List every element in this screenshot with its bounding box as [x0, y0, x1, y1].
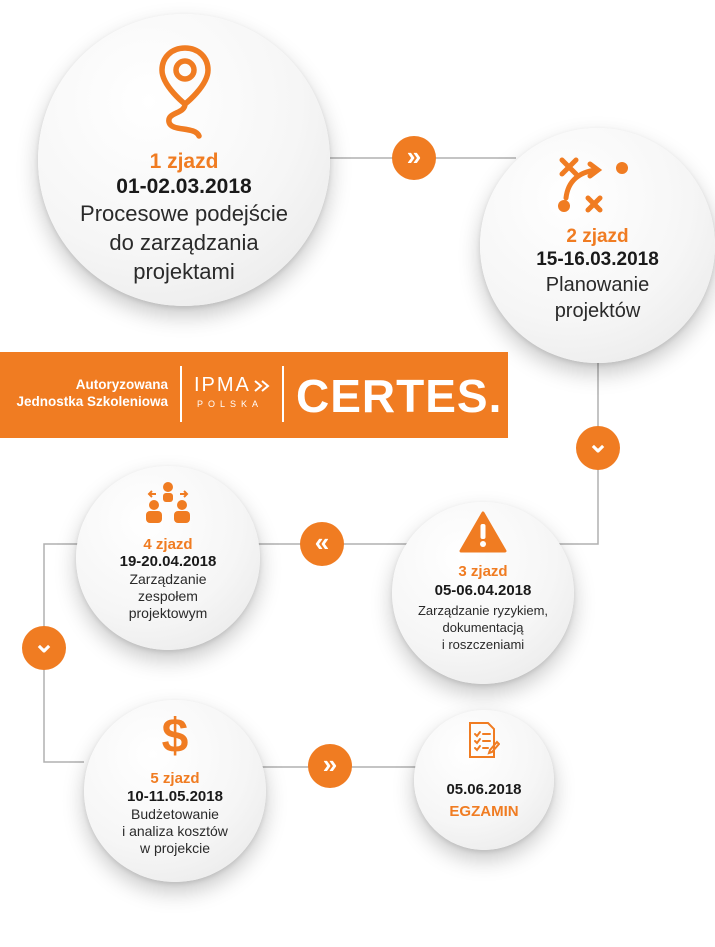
step-2-label: 2 zjazd	[566, 226, 629, 247]
certes-logo-text: CERTES.	[296, 370, 503, 422]
step-2-circle	[480, 128, 715, 363]
step-4-desc-line1: Zarządzanie	[129, 571, 207, 587]
team-people-icon	[140, 480, 196, 526]
exam-date: 05.06.2018	[446, 781, 522, 798]
arrow-down-icon-2: ⌄	[22, 626, 66, 670]
step-2-date: 15-16.03.2018	[536, 249, 659, 270]
arrow-right-icon-1: »	[392, 136, 436, 180]
step-1-date: 01-02.03.2018	[116, 175, 252, 198]
arrow-left-icon-1: «	[300, 522, 344, 566]
step-1-desc-line2: do zarządzania	[109, 230, 259, 255]
dollar-icon: $	[161, 710, 189, 763]
step-4-desc-line3: projektowym	[128, 605, 208, 621]
step-2-desc-line1: Planowanie	[545, 274, 650, 296]
warning-triangle-icon	[458, 510, 508, 554]
step-3-circle	[392, 502, 574, 684]
step-3-desc-line1: Zarządzanie ryzykiem,	[417, 603, 549, 618]
exam-circle	[414, 710, 554, 850]
certes-banner	[0, 352, 508, 438]
step-1-label: 1 zjazd	[149, 150, 219, 173]
step-3-desc-line3: i roszczeniami	[441, 637, 525, 652]
banner-separator-1	[180, 366, 182, 422]
step-5-desc-line1: Budżetowanie	[131, 806, 219, 822]
step-5-desc-line2: i analiza kosztów	[122, 823, 228, 839]
authorized-line1: Autoryzowana	[75, 377, 168, 392]
step-2-desc-line2: projektów	[554, 300, 641, 322]
step-5-date: 10-11.05.2018	[127, 788, 223, 805]
ipma-polska-text: POLSKA	[197, 399, 264, 409]
step-3-label: 3 zjazd	[458, 563, 508, 580]
step-5-desc-line3: w projekcie	[139, 840, 211, 856]
ipma-chevron-icon	[252, 378, 272, 394]
step-1-desc-line1: Procesowe podejście	[80, 201, 288, 226]
step-4-desc-line2: zespołem	[138, 588, 198, 604]
step-5-label: 5 zjazd	[150, 770, 200, 787]
strategy-plan-icon	[550, 154, 634, 216]
arrow-right-icon-2: »	[308, 744, 352, 788]
step-1-circle	[38, 14, 330, 306]
step-4-date: 19-20.04.2018	[119, 553, 217, 570]
authorized-line2: Jednostka Szkoleniowa	[16, 394, 168, 409]
step-5-circle	[84, 700, 266, 882]
step-4-label: 4 zjazd	[143, 536, 193, 553]
map-pin-icon	[155, 42, 215, 144]
checklist-document-icon	[466, 720, 500, 760]
banner-separator-2	[282, 366, 284, 422]
step-3-date: 05-06.04.2018	[434, 582, 532, 599]
authorized-unit-text	[16, 376, 168, 410]
exam-label: EGZAMIN	[449, 803, 519, 820]
step-1-desc-line3: projektami	[133, 259, 235, 284]
step-3-desc-line2: dokumentacją	[442, 620, 524, 635]
step-4-circle	[76, 466, 260, 650]
ipma-logo-text: IPMA	[194, 374, 251, 396]
arrow-down-icon-1: ⌄	[576, 426, 620, 470]
